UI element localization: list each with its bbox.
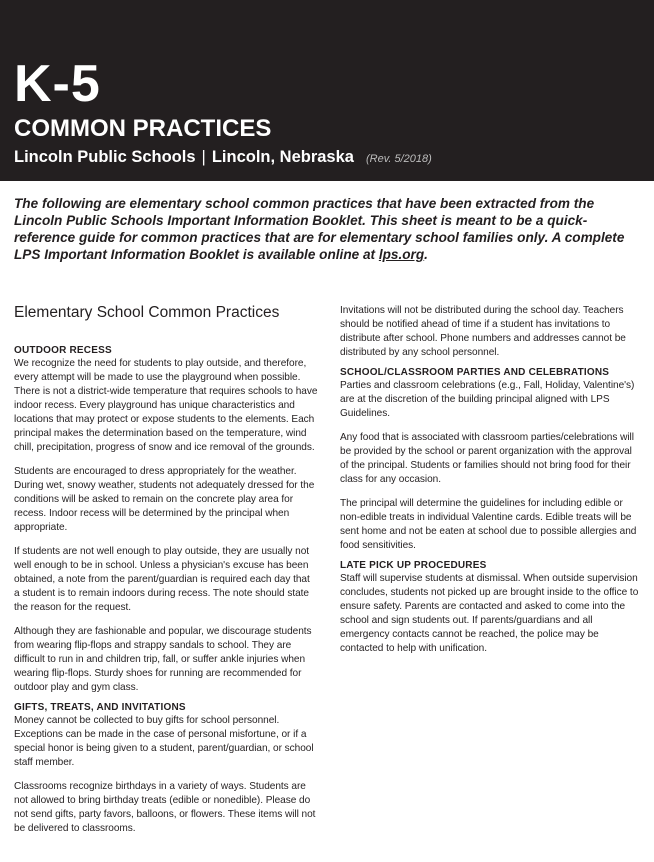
- parties-heading: SCHOOL/CLASSROOM PARTIES AND CELEBRATIONS: [340, 367, 610, 378]
- district-line: [14, 149, 432, 166]
- gifts-paragraph-1: Money cannot be collected to buy gifts for school personnel. Exceptions can be made in the case of personal misfortune, or if a special honor is being given to a student, parent/guardian, or school staff member.: [14, 715, 314, 768]
- left-column: [14, 304, 318, 846]
- section-title: Elementary School Common Practices: [14, 304, 280, 321]
- lps-link[interactable]: lps.org: [378, 247, 425, 262]
- intro-text: The following are elementary school common practices that have been extracted from the Lincoln Public Schools Important Information Booklet. This sheet is meant to be a quick-reference guide for common practices that are for elementary school families only. A complete LPS Important Information Booklet is available online at: [14, 196, 625, 262]
- gifts-paragraph-2: Classrooms recognize birthdays in a variety of ways. Students are not allowed to bring birthday treats (edible or nonedible). Please do not send gifts, party favors, balloons, or flowers. These items will not be delivered to classrooms.: [14, 781, 316, 834]
- separator: |: [201, 148, 206, 166]
- outdoor-recess-paragraph-1: We recognize the need for students to play outside, and therefore, every attempt will be made to use the playground when possible. There is not a district-wide temperature that requires schools to have indoor recess. Every playground has unique characteristics and locations that may protect or expose students to the elements. Each principal makes the determination based on the temperature, wind chill, precipitation, progress of snow and ice removal of the grounds.: [14, 358, 318, 453]
- late-pickup-paragraph-1: Staff will supervise students at dismissal. When outside supervision concludes, students not picked up are brought inside to the office to ensure safety. Parents are contacted and asked to come into the school and sign students out. If parents/guardians and all emergency contacts cannot be reached, the police may be contacted to help with unification.: [340, 573, 639, 654]
- gifts-paragraph-3: Invitations will not be distributed during the school day. Teachers should be notified ahead of time if a student has invitations to distribute after school. Phone numbers and addresses cannot be distributed by any school personnel.: [340, 305, 626, 358]
- outdoor-recess-paragraph-2: Students are encouraged to dress appropriately for the weather. During wet, snowy weather, students not adequately dressed for the conditions will be asked to remain on the concrete play area for recess. Indoor recess will be determined by the principal when appropriate.: [14, 466, 315, 533]
- parties-paragraph-2: Any food that is associated with classroom parties/celebrations will be provided by the school or parent organization with the approval of the principal. Students or families should not bring food for their class for any occasion.: [340, 432, 634, 485]
- outdoor-recess-paragraph-3: If students are not well enough to play outside, they are usually not well enough to be in school. Unless a physician's excuse has been obtained, a note from the parent/guardian is required each day that a student is to remain indoors during recess. The note should state the reason for the request.: [14, 546, 310, 613]
- document-title: COMMON PRACTICES: [14, 115, 272, 142]
- intro-end: .: [424, 247, 428, 262]
- intro-paragraph: [14, 195, 636, 263]
- grade-range: K-5: [14, 55, 101, 113]
- parties-paragraph-3: The principal will determine the guidelines for including edible or non-edible treats in individual Valentine cards. Edible treats will be sent home and not be eaten at school due to possible allergies and food sensitivities.: [340, 498, 637, 551]
- location: Lincoln, Nebraska: [211, 148, 354, 166]
- right-column: [340, 304, 640, 666]
- header-banner: [0, 0, 654, 181]
- revision-date: (Rev. 5/2018): [365, 153, 432, 165]
- parties-paragraph-1: Parties and classroom celebrations (e.g., Fall, Holiday, Valentine's) are at the discretion of the building principal aligned with LPS Guidelines.: [340, 380, 635, 419]
- outdoor-recess-paragraph-4: Although they are fashionable and popular, we discourage students from wearing flip-flops and strappy sandals to school. They are difficult to run in and children trip, fall, or suffer ankle injuries when wearing flip-flops. Sturdy shoes for running are recommended for outdoor play and gym class.: [14, 626, 312, 693]
- gifts-heading: GIFTS, TREATS, AND INVITATIONS: [14, 702, 186, 713]
- district-name: Lincoln Public Schools: [14, 148, 196, 166]
- late-pickup-heading: LATE PICK UP PROCEDURES: [340, 560, 487, 571]
- outdoor-recess-heading: OUTDOOR RECESS: [14, 345, 112, 356]
